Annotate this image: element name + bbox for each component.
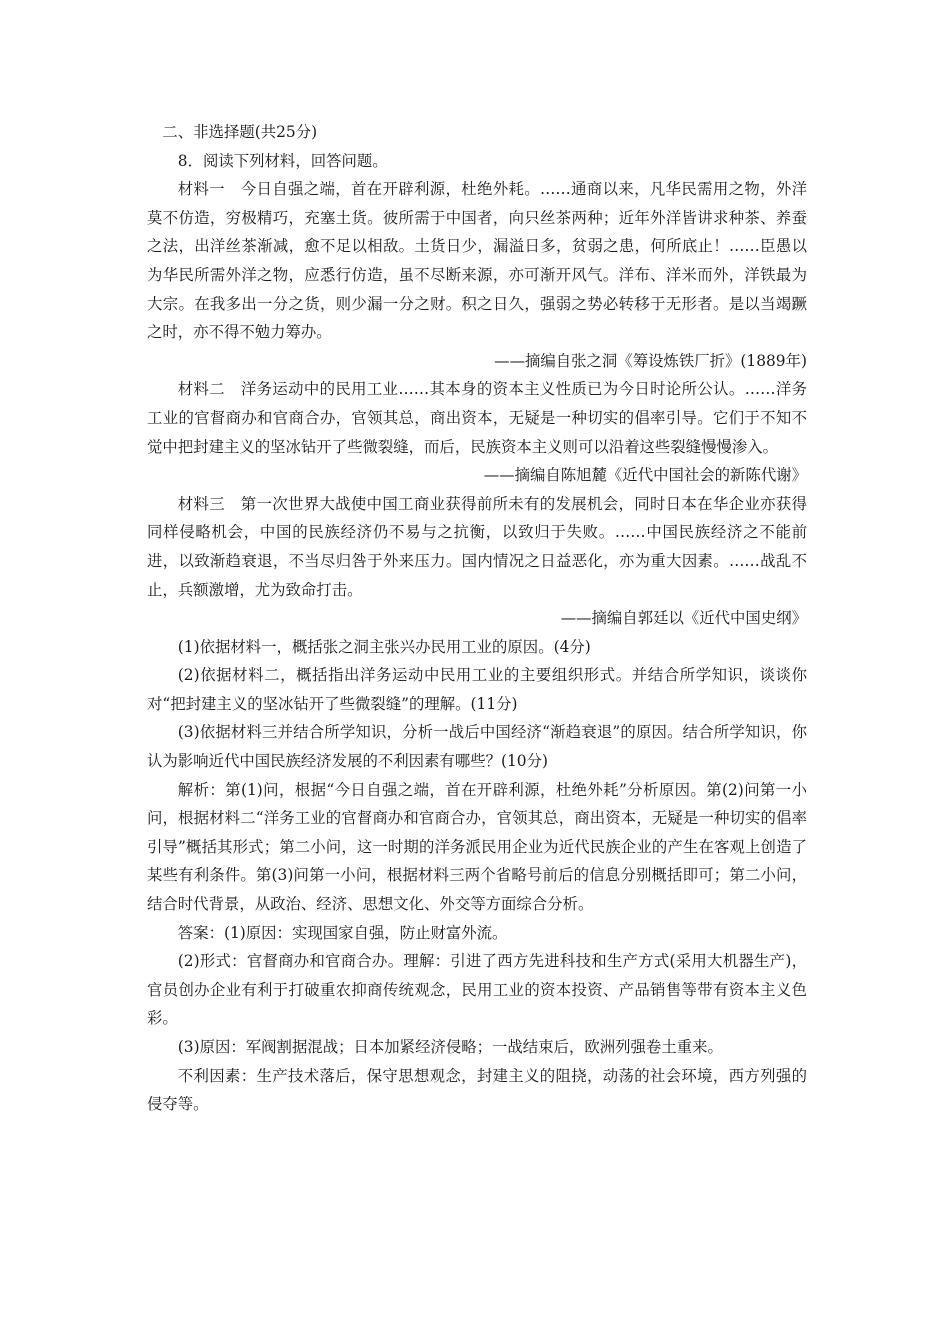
- analysis-paragraph: 解析：第(1)问，根据“今日自强之端，首在开辟利源，杜绝外耗”分析原因。第(2)问第一小问，根据材料二“洋务工业的官督商办和官商合办，官领其总，商出资本，无疑是一种切实的倡率引导”概括其形式；第二小问，这一时期的洋务派民用企业为近代民族企业的产生在客观上创造了某些有利条件。第(3)问第一小问，根据材料三两个省略号前后的信息分别概括即可；第二小问，结合时代背景，从政治、经济、思想文化、外交等方面综合分析。: [147, 780, 807, 914]
- document-body: [147, 118, 807, 1119]
- material-two-source: ——摘编自陈旭麓《近代中国社会的新陈代谢》: [483, 466, 807, 485]
- answer-2: (2)形式：官督商办和官商合办。理解：引进了西方先进科技和生产方式(采用大机器生产)，官员创办企业有利于打破重农抑商传统观念，民用工业的资本投资、产品销售等带有资本主义色彩。: [147, 952, 807, 1028]
- answer-3: (3)原因：军阀割据混战；日本加紧经济侵略；一战结束后，欧洲列强卷土重来。: [177, 1038, 723, 1056]
- sub-question-2: (2)依据材料二，概括指出洋务运动中民用工业的主要组织形式。并结合所学知识，谈谈你对“把封建主义的坚冰钻开了些微裂缝”的理解。(11分): [147, 666, 807, 713]
- material-one-text: 材料一 今日自强之端，首在开辟利源，杜绝外耗。……通商以来，凡华民需用之物，外洋莫不仿造，穷极精巧，充塞土货。彼所需于中国者，向只丝茶两种；近年外洋皆讲求种茶、养蚕之法，出洋丝茶渐减，愈不足以相敌。土货日少，漏溢日多，贫弱之患，何所底止！……臣愚以为华民所需外洋之物，应悉行仿造，虽不尽断来源，亦可渐开风气。洋布、洋米而外，洋铁最为大宗。在我多出一分之货，则少漏一分之财。积之日久，强弱之势必转移于无形者。是以当竭蹶之时，亦不得不勉力筹办。: [147, 180, 807, 342]
- material-three-source: ——摘编自郭廷以《近代中国史纲》: [560, 609, 807, 628]
- sub-question-1: (1)依据材料一，概括张之洞主张兴办民用工业的原因。(4分): [177, 637, 591, 656]
- question-prompt: 8．阅读下列材料，回答问题。: [177, 151, 388, 170]
- answer-1: 答案：(1)原因：实现国家自强，防止财富外流。: [177, 923, 508, 942]
- material-one-source: ——摘编自张之洞《筹设炼铁厂折》(1889年): [494, 351, 807, 370]
- material-two-text: 材料二 洋务运动中的民用工业……其本身的资本主义性质已为今日时论所公认。……洋务工业的官督商办和官商合办，官领其总，商出资本，无疑是一种切实的倡率引导。它们于不知不觉中把封建主义的坚冰钻开了些微裂缝，而后，民族资本主义则可以沿着这些裂缝慢慢渗入。: [147, 380, 807, 456]
- material-three-text: 材料三 第一次世界大战使中国工商业获得前所未有的发展机会，同时日本在华企业亦获得同样侵略机会，中国的民族经济仍不易与之抗衡，以致归于失败。……中国民族经济之不能前进，以致渐趋衰退，不当尽归咎于外来压力。国内情况之日益恶化，亦为重大因素。……战乱不止，兵额激增，尤为致命打击。: [147, 494, 807, 599]
- sub-question-3: (3)依据材料三并结合所学知识，分析一战后中国经济“渐趋衰退”的原因。结合所学知识，你认为影响近代中国民族经济发展的不利因素有哪些？(10分): [147, 723, 807, 771]
- section-heading: 二、非选择题(共25分): [162, 123, 318, 141]
- answer-unfavorable-factors: 不利因素：生产技术落后，保守思想观念，封建主义的阻挠，动荡的社会环境，西方列强的侵夺等。: [147, 1066, 807, 1114]
